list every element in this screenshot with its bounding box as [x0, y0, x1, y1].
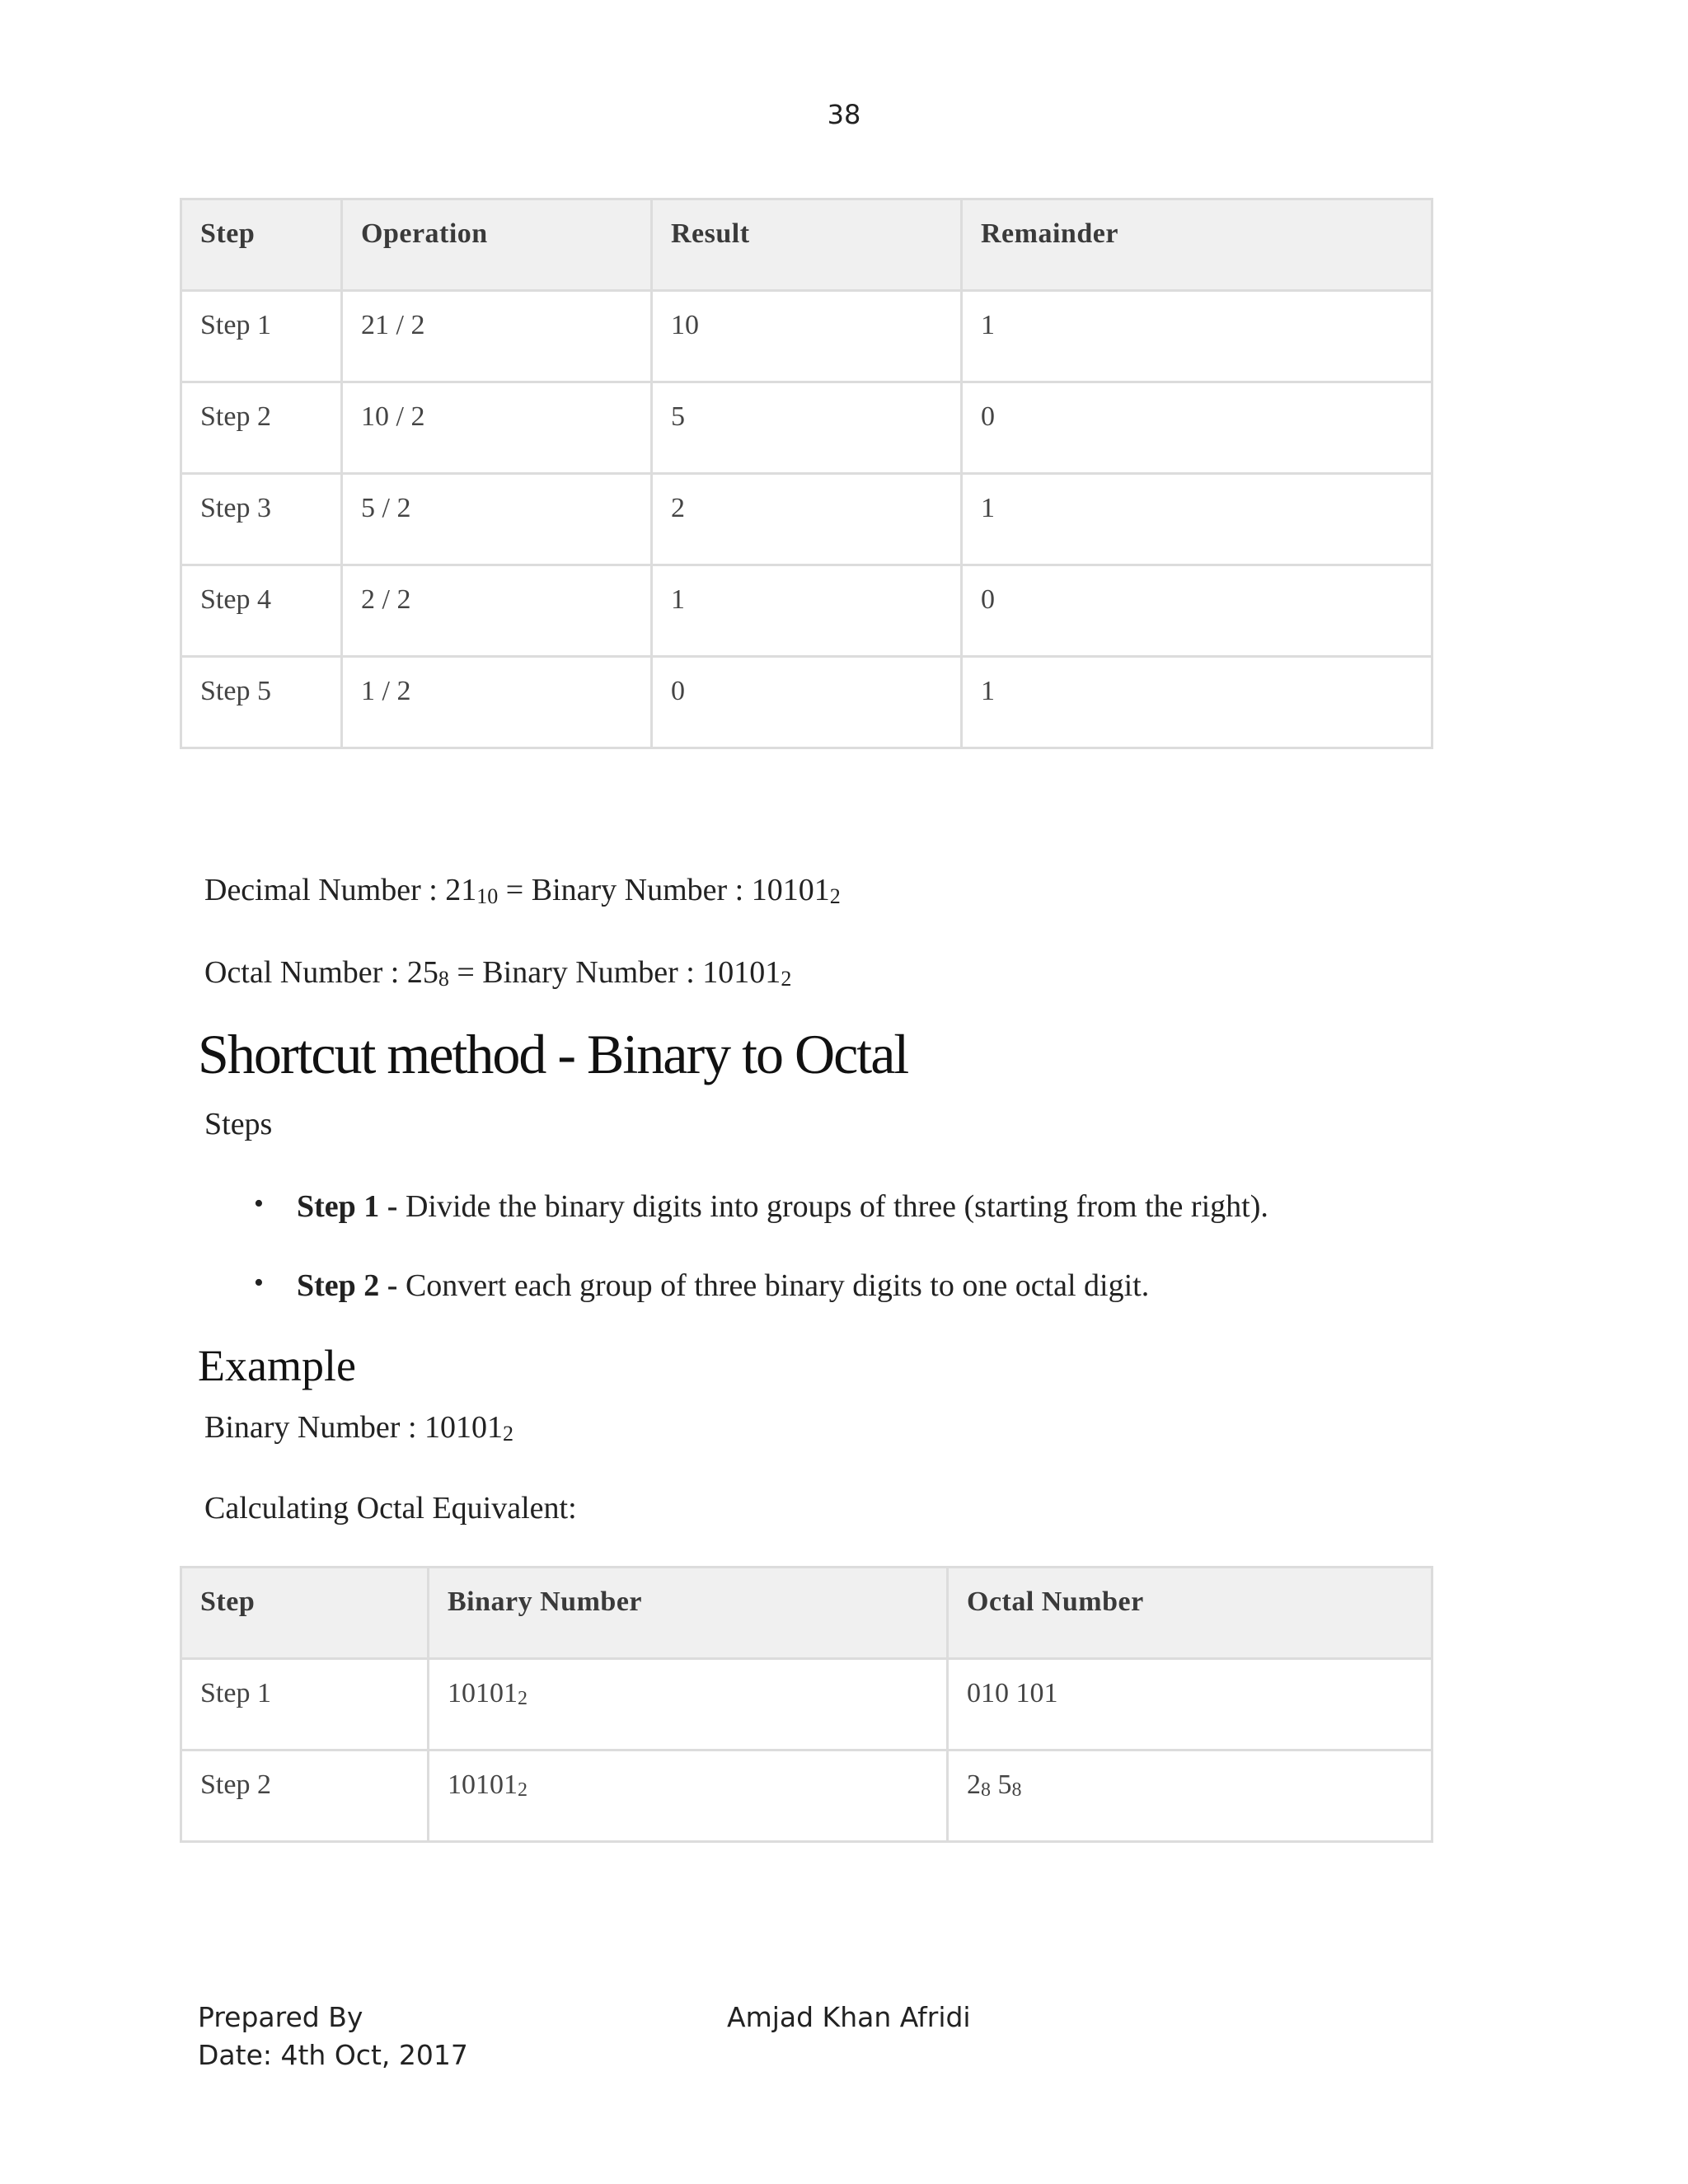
division-table: [180, 198, 1433, 749]
binary-value: 10101: [448, 1678, 518, 1708]
calc-label: Calculating Octal Equivalent:: [204, 1491, 577, 1526]
table-cell: 1: [962, 657, 1432, 748]
binary-value: 10101: [448, 1769, 518, 1800]
table-row: [181, 1750, 1432, 1842]
table-cell: Step 4: [181, 565, 342, 657]
octal-digit: 2: [967, 1769, 981, 1800]
decimal-label: Decimal Number : 21: [204, 873, 477, 907]
example-binary-line: [204, 1409, 513, 1446]
table-cell: 1: [652, 565, 962, 657]
step-text: Divide the binary digits into groups of three (starting from the right).: [397, 1189, 1268, 1224]
table-cell: Step 3: [181, 474, 342, 565]
steps-label: Steps: [204, 1107, 273, 1141]
column-header: Step: [181, 199, 342, 291]
base-subscript: 2: [781, 967, 792, 991]
table-cell: Step 1: [181, 1659, 429, 1750]
table-cell: 1: [962, 474, 1432, 565]
base-subscript: 2: [503, 1422, 514, 1446]
table-cell: 10 / 2: [342, 382, 652, 474]
table-row: [181, 474, 1432, 565]
base-subscript: 8: [981, 1779, 991, 1801]
octal-binary-line: [204, 954, 791, 991]
decimal-binary-line: [204, 872, 841, 909]
table-row: [181, 291, 1432, 382]
table-header-row: [181, 199, 1432, 291]
table-cell: 10: [652, 291, 962, 382]
octal-table: [180, 1566, 1433, 1843]
table-cell: 5 / 2: [342, 474, 652, 565]
table-cell: [948, 1750, 1432, 1842]
table-row: [181, 1659, 1432, 1750]
base-subscript: 8: [438, 967, 449, 991]
table-cell: 0: [962, 382, 1432, 474]
table-cell: [429, 1750, 948, 1842]
binary-label: = Binary Number : 10101: [448, 955, 781, 990]
table-cell: [429, 1659, 948, 1750]
steps-list: [247, 1188, 1268, 1347]
binary-label: = Binary Number : 10101: [498, 873, 830, 907]
step-label: Step 1 -: [297, 1189, 398, 1224]
footer-date: Date: 4th Oct, 2017: [198, 2039, 468, 2071]
table-cell: Step 2: [181, 1750, 429, 1842]
base-subscript: 8: [1011, 1779, 1022, 1801]
step-bullet: [247, 1188, 1268, 1225]
table-cell: 2: [652, 474, 962, 565]
footer-author: Amjad Khan Afridi: [727, 2001, 971, 2033]
section-title: Shortcut method - Binary to Octal: [198, 1023, 908, 1085]
table-cell: 2 / 2: [342, 565, 652, 657]
column-header: Octal Number: [948, 1568, 1432, 1659]
step-bullet: [247, 1268, 1268, 1304]
column-header: Binary Number: [429, 1568, 948, 1659]
table-cell: 0: [652, 657, 962, 748]
step-text: Convert each group of three binary digits to one octal digit.: [397, 1268, 1150, 1303]
prepared-by: Prepared By: [198, 2001, 363, 2033]
table-row: [181, 657, 1432, 748]
bullet-dot-icon: •: [254, 1268, 264, 1298]
table-cell: 21 / 2: [342, 291, 652, 382]
octal-digit: 5: [997, 1769, 1012, 1800]
table-row: [181, 565, 1432, 657]
base-subscript: 2: [829, 884, 841, 908]
table-cell: 5: [652, 382, 962, 474]
step-label: Step 2 -: [297, 1268, 398, 1303]
table-cell: Step 5: [181, 657, 342, 748]
table-cell: 1 / 2: [342, 657, 652, 748]
table-row: [181, 382, 1432, 474]
table-cell: [948, 1659, 1432, 1750]
table-cell: Step 2: [181, 382, 342, 474]
table-header-row: [181, 1568, 1432, 1659]
base-subscript: 10: [476, 884, 499, 908]
base-subscript: 2: [518, 1779, 528, 1801]
octal-value: 010 101: [967, 1678, 1058, 1708]
column-header: Result: [652, 199, 962, 291]
example-title: Example: [198, 1341, 356, 1390]
column-header: Operation: [342, 199, 652, 291]
base-subscript: 2: [518, 1688, 528, 1709]
column-header: Step: [181, 1568, 429, 1659]
bullet-dot-icon: •: [254, 1188, 264, 1219]
octal-label: Octal Number : 25: [204, 955, 438, 990]
column-header: Remainder: [962, 199, 1432, 291]
table-cell: 0: [962, 565, 1432, 657]
table-cell: 1: [962, 291, 1432, 382]
table-cell: Step 1: [181, 291, 342, 382]
page-number: 38: [827, 99, 861, 130]
binary-label: Binary Number : 10101: [204, 1410, 504, 1445]
